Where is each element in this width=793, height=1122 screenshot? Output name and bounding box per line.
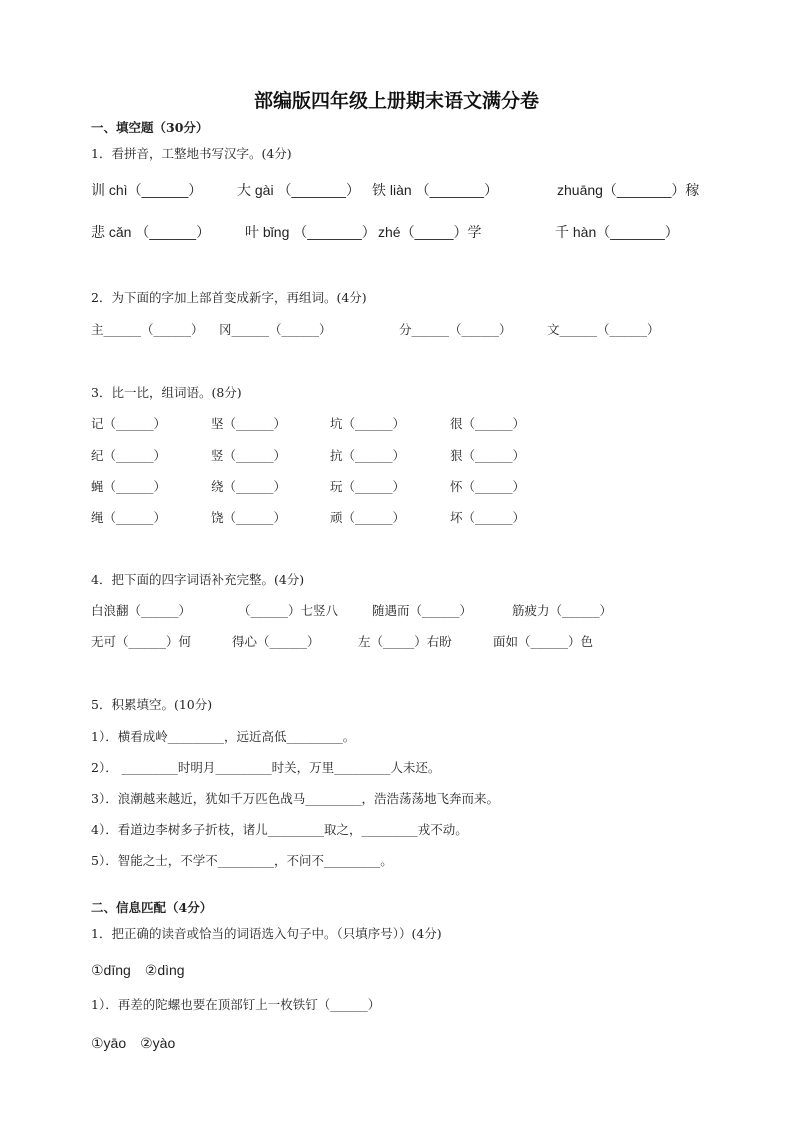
word-item: 记（______） [91,416,167,431]
word-item: 坏（______） [450,510,526,525]
pinyin-item: zhuāng（_______）稼 [557,182,700,198]
pinyin-item: 叶 bǐng （_______） [245,224,376,240]
question-prompt: 2．为下面的字加上部首变成新字，再组词。(4分) [91,290,367,305]
word-item: 纪（______） [91,448,167,463]
poem-item: 1）．横看成岭_________，远近高低_________。 [91,729,356,744]
idiom-item: 随遇而（______） [372,603,473,618]
word-item: 绳（______） [91,510,167,525]
word-item: 抗（______） [330,448,406,463]
idiom-item: （______）七竖八 [238,603,339,618]
pinyin-item: 悲 cǎn （______） [91,224,211,240]
options-line: ①yāo ②yào [91,1035,176,1051]
pinyin-item: 训 chì（______） [91,182,203,198]
idiom-item: 无可（______）何 [91,634,192,649]
poem-item: 5）．智能之士，不学不_________，不问不_________。 [91,853,393,868]
question-prompt: 4．把下面的四字词语补充完整。(4分) [91,572,305,587]
idiom-item: 面如（______）色 [493,634,594,649]
word-item: 绕（______） [211,479,287,494]
word-item: 狠（______） [450,448,526,463]
section-heading: 二、信息匹配（4分） [91,900,213,915]
word-item: 很（______） [450,416,526,431]
word-item: 玩（______） [330,479,406,494]
question-prompt: 1．把正确的读音或恰当的词语选入句子中。（只填序号））(4分) [91,926,442,941]
fill-item: 分______（______） [399,322,512,337]
idiom-item: 白浪翻（______） [91,603,192,618]
pinyin-item: 大 gài （_______） [237,182,360,198]
fill-item: 冈______（______） [219,322,332,337]
word-item: 饶（______） [211,510,287,525]
fill-item: 主______（______） [91,322,204,337]
page-title: 部编版四年级上册期末语文满分卷 [253,90,539,112]
word-item: 坑（______） [330,416,406,431]
idiom-item: 筋疲力（______） [512,603,613,618]
idiom-item: 左（_____）右盼 [358,634,452,649]
poem-item: 4）．看道边李树多子折枝，诸儿_________取之，_________戎不动。 [91,822,468,837]
pinyin-item: zhé（_____）学 [378,224,482,240]
question-prompt: 1．看拼音，工整地书写汉字。(4分) [91,146,292,161]
poem-item: 3）．浪潮越来越近，犹如千万匹色战马_________，浩浩荡荡地飞奔而来。 [91,791,499,806]
options-line: ①dīng ②dìng [91,962,185,978]
pinyin-item: 千 hàn（_______） [555,224,679,240]
question-prompt: 3．比一比，组词语。(8分) [91,385,242,400]
word-item: 顽（______） [330,510,406,525]
word-item: 怀（______） [450,479,526,494]
pinyin-item: 铁 liàn （_______） [372,182,499,198]
question-prompt: 5．积累填空。(10分) [91,697,213,712]
word-item: 坚（______） [211,416,287,431]
fill-item: 文______（______） [547,322,660,337]
word-item: 竖（______） [211,448,287,463]
idiom-item: 得心（______） [232,634,320,649]
section-heading: 一、填空题（30分） [91,120,209,135]
match-item: 1）．再差的陀螺也要在顶部钉上一枚铁钉（______） [91,997,381,1012]
poem-item: 2）． _________时明月_________时关，万里_________人未还。 [91,760,441,775]
word-item: 蝇（______） [91,479,167,494]
